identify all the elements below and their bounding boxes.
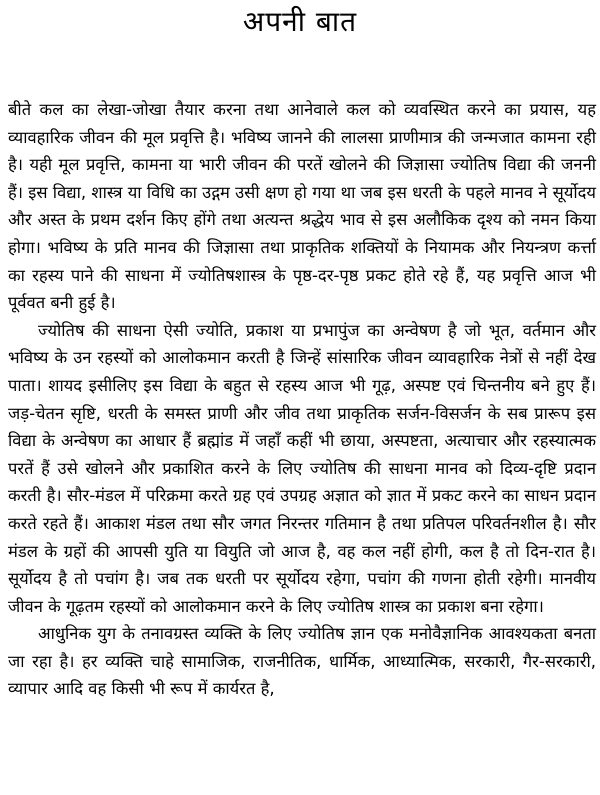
paragraph-1: बीते कल का लेखा-जोखा तैयार करना तथा आनेवाले कल को व्यवस्थित करने का प्रयास, यह व्यावहारिक जीवन की मूल प्रवृत्ति है। भविष्य जानने की लालसा प्राणीमात्र की जन्मजात कामना रही है। यही मूल प्रवृत्ति, कामना या भारी जीवन की परतें खोलने की जिज्ञासा ज्योतिष विद्या की जननी हैं। इस विद्या, शास्त्र या विधि का उद्गम उसी क्षण हो गया था जब इस धरती के पहले मानव ने सूर्योदय और अस्त के प्रथम दर्शन किए होंगे तथा अत्यन्त श्रद्धेय भाव से इस अलौकिक दृश्य को नमन किया होगा। भविष्य के प्रति मानव की जिज्ञासा तथा प्राकृतिक शक्तियों के नियामक और नियन्त्रण कर्त्ता का रहस्य पाने की साधना में ज्योतिषशास्त्र के पृष्ठ-दर-पृष्ठ प्रकट होते रहे हैं, यह प्रवृत्ति आज भी पूर्ववत बनी हुई है। — [8, 100, 596, 313]
paragraph-3: आधुनिक युग के तनावग्रस्त व्यक्ति के लिए ज्योतिष ज्ञान एक मनोवैज्ञानिक आवश्यकता बनता जा रहा है। हर व्यक्ति चाहे सामाजिक, राजनीतिक, धार्मिक, आध्यात्मिक, सरकारी, गैर-सरकारी, व्यापार आदि वह किसी भी रूप में कार्यरत है, — [8, 624, 596, 699]
page-title: अपनी बात — [242, 5, 358, 38]
body-text — [8, 96, 596, 703]
paragraph-2: ज्योतिष की साधना ऐसी ज्योति, प्रकाश या प्रभापुंज का अन्वेषण है जो भूत, वर्तमान और भविष्य के उन रहस्यों को आलोकमान करती है जिन्हें सांसारिक जीवन व्यावहारिक नेत्रों से नहीं देख पाता। शायद इसीलिए इस विद्या के बहुत से रहस्य आज भी गूढ़, अस्पष्ट एवं चिन्तनीय बने हुए हैं। जड़-चेतन सृष्टि, धरती के समस्त प्राणी और जीव तथा प्राकृतिक सर्जन-विसर्जन के सब प्रारूप इस विद्या के अन्वेषण का आधार हैं ब्रह्मांड में जहाँ कहीं भी छाया, अस्पष्टता, अत्याचार और रहस्यात्मक परतें हैं उसे खोलने और प्रकाशित करने के लिए ज्योतिष की साधना मानव को दिव्य-दृष्टि प्रदान करती है। सौर-मंडल में परिक्रमा करते ग्रह एवं उपग्रह अज्ञात को ज्ञात में प्रकट करने का साधन प्रदान करते रहते हैं। आकाश मंडल तथा सौर जगत निरन्तर गतिमान है तथा प्रतिपल परिवर्तनशील है। सौर मंडल के ग्रहों की आपसी युति या वियुति जो आज है, वह कल नहीं होगी, कल है तो दिन-रात है। सूर्योदय है तो पचांग है। जब तक धरती पर सूर्योदय रहेगा, पचांग की गणना होती रहेगी। मानवीय जीवन के गूढ़तम रहस्यों को आलोकमान करने के लिए ज्योतिष शास्त्र का प्रकाश बना रहेगा। — [8, 320, 596, 616]
